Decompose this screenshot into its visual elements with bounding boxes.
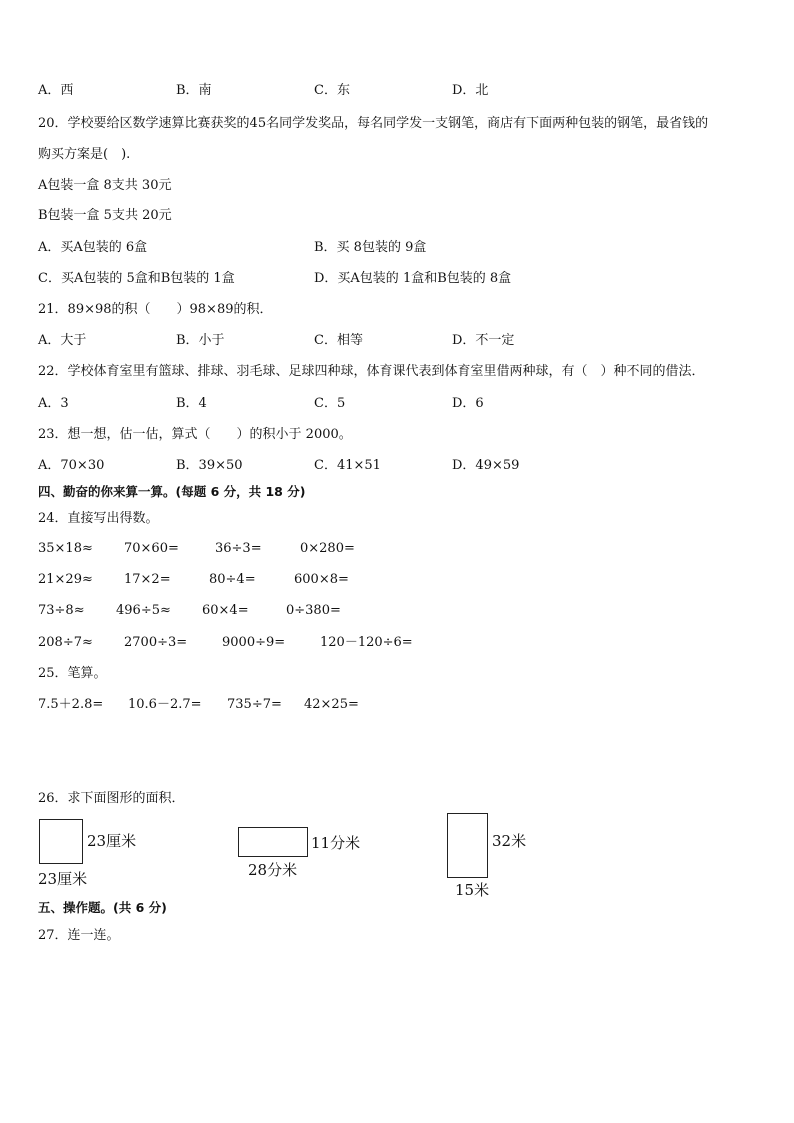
rectangle-wide-side-label: 11分米 [311,834,361,852]
q24-cell: 36÷3= [215,541,262,556]
rectangle-tall-side-label: 32米 [492,832,527,850]
q20-pack-b: B包装一盒 5支共 20元 [38,208,172,223]
q20-stem-line2: 购买方案是( ). [38,147,131,162]
rectangle-figure-wide [238,827,308,857]
q24-cell: 2700÷3= [124,635,188,650]
q24-cell: 120－120÷6= [320,635,413,650]
section5-heading: 五、操作题。(共 6 分) [38,900,167,915]
q20-pack-a: A包装一盒 8支共 30元 [38,178,172,193]
q24-cell: 496÷5≈ [116,603,171,618]
q19-option-d: D．北 [452,83,489,98]
q21-stem: 21．89×98的积（ ）98×89的积． [38,302,273,317]
q20-stem-line1: 20．学校要给区数学速算比赛获奖的45名同学发奖品，每名同学发一支钢笔，商店有下面两种包装的钢笔，最省钱的 [38,116,709,131]
q24-cell: 208÷7≈ [38,635,93,650]
q20-option-a: A．买A包装的 6盒 [38,240,148,255]
q25-item: 10.6－2.7= [128,697,202,712]
q20-option-b: B．买 8包装的 9盒 [314,240,427,255]
q24-cell: 60×4= [202,603,249,618]
q24-cell: 21×29≈ [38,572,93,587]
q23-stem: 23．想一想，估一估，算式（ ）的积小于 2000。 [38,427,352,442]
q24-cell: 73÷8≈ [38,603,85,618]
q27-stem: 27．连一连。 [38,928,120,943]
q21-option-a: A．大于 [38,333,87,348]
rectangle-figure-tall [447,813,488,878]
q22-option-c: C．5 [314,396,346,411]
q23-option-b: B．39×50 [176,458,243,473]
q19-option-c: C．东 [314,83,350,98]
section4-heading: 四、勤奋的你来算一算。(每题 6 分，共 18 分) [38,484,306,499]
square-bottom-label: 23厘米 [38,870,88,888]
q21-option-b: B．小于 [176,333,225,348]
q22-option-b: B．4 [176,396,207,411]
q24-cell: 600×8= [294,572,349,587]
q19-option-a: A．西 [38,83,74,98]
q25-item: 7.5＋2.8= [38,697,104,712]
q24-cell: 0÷380= [286,603,341,618]
q24-cell: 0×280= [300,541,355,556]
q23-option-a: A．70×30 [38,458,105,473]
q25-item: 42×25= [304,697,359,712]
q20-option-c: C．买A包装的 5盒和B包装的 1盒 [38,271,235,286]
q23-option-c: C．41×51 [314,458,381,473]
q20-option-d: D．买A包装的 1盒和B包装的 8盒 [314,271,512,286]
square-figure [39,819,83,864]
q24-cell: 9000÷9= [222,635,286,650]
q24-cell: 35×18≈ [38,541,93,556]
q24-cell: 70×60= [124,541,179,556]
q25-item: 735÷7= [227,697,282,712]
q23-option-d: D．49×59 [452,458,520,473]
q19-option-b: B．南 [176,83,212,98]
q21-option-c: C．相等 [314,333,363,348]
q26-stem: 26．求下面图形的面积． [38,791,185,806]
q21-option-d: D．不一定 [452,333,515,348]
q24-cell: 17×2= [124,572,171,587]
square-side-label: 23厘米 [87,832,137,850]
q24-cell: 80÷4= [209,572,256,587]
rectangle-wide-bottom-label: 28分米 [248,861,298,879]
q24-stem: 24．直接写出得数。 [38,511,159,526]
q22-option-d: D．6 [452,396,484,411]
rectangle-tall-bottom-label: 15米 [455,881,490,899]
q25-stem: 25．笔算。 [38,666,107,681]
q22-stem: 22．学校体育室里有篮球、排球、羽毛球、足球四种球，体育课代表到体育室里借两种球，有（ ）种不同的借法． [38,364,705,379]
q22-option-a: A．3 [38,396,69,411]
